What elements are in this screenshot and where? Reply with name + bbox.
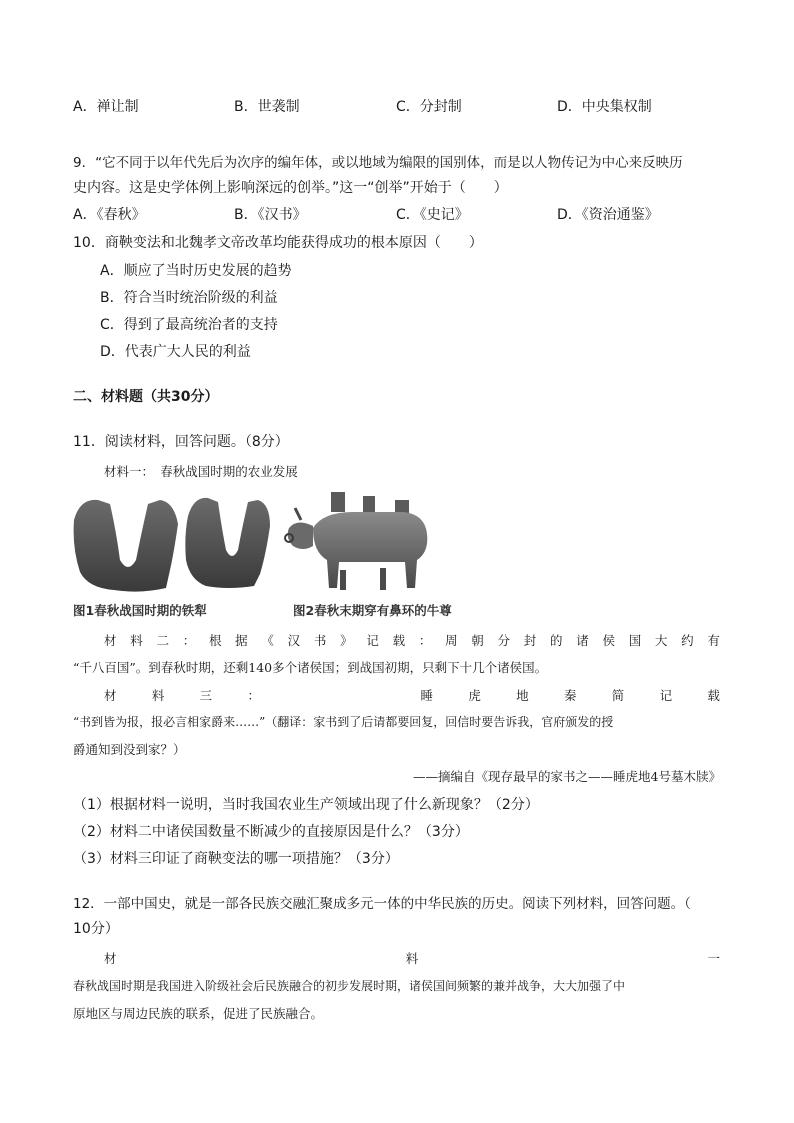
fig2-caption: 图2春秋末期穿有鼻环的牛尊 — [293, 603, 452, 618]
section-title: 二、材料题（共30分） — [73, 389, 219, 405]
q9-stem-line1: 9．“它不同于以年代先后为次序的编年体，或以地域为编限的国别体，而是以人物传记为中心来反映历 — [73, 155, 683, 171]
q12-material1-label: 材 料 一 — [104, 951, 720, 966]
q11-question-2: （2）材料二中诸侯国数量不断减少的直接原因是什么？（3分） — [73, 824, 469, 840]
q12-material1-line3: 原地区与周边民族的联系，促进了民族融合。 — [73, 1006, 324, 1021]
iron-plough-image — [70, 490, 275, 595]
q12-stem-line2: 10分） — [73, 921, 119, 937]
material3-source: ——摘编自《现存最早的家书之——睡虎地4号墓木牍》 — [413, 769, 721, 784]
q9-option-b: B．《汉书》 — [234, 207, 307, 223]
q10-option-a: A．顺应了当时历史发展的趋势 — [100, 263, 292, 279]
q8-option-c: C．分封制 — [396, 99, 462, 115]
q11-stem: 11．阅读材料，回答问题。（8分） — [73, 434, 289, 450]
material3-line2: “书到皆为报，报必言相家爵来……”（翻译：家书到了后请都要回复，回信时要告诉我，官府颁发的授 — [73, 715, 614, 729]
material1-title: 材料一： 春秋战国时期的农业发展 — [104, 464, 298, 479]
fig1-caption: 图1春秋战国时期的铁犁 — [73, 603, 207, 618]
q11-question-3: （3）材料三印证了商鞅变法的哪一项措施？（3分） — [73, 851, 399, 867]
q9-option-a: A．《春秋》 — [73, 207, 146, 223]
q8-option-a: A．禅让制 — [73, 99, 139, 115]
q9-option-d: D．《资治通鉴》 — [557, 207, 659, 223]
q11-question-1: （1）根据材料一说明，当时我国农业生产领域出现了什么新现象？（2分） — [73, 797, 539, 813]
material2-line1: 材 料 二 ： 根 据 《 汉 书 》 记 载 ： 周 朝 分 封 的 诸 侯 国 大 约 有 — [104, 633, 720, 648]
material3-line1: 材 料 三 ： 睡 虎 地 秦 简 记 载 — [104, 688, 720, 703]
bronze-ox-image — [283, 490, 433, 595]
q9-option-c: C．《史记》 — [396, 207, 469, 223]
q8-option-d: D．中央集权制 — [557, 99, 652, 115]
q10-option-d: D．代表广大人民的利益 — [100, 344, 251, 360]
q10-option-c: C．得到了最高统治者的支持 — [100, 317, 278, 333]
q10-stem: 10．商鞅变法和北魏孝文帝改革均能获得成功的根本原因（ ） — [73, 235, 483, 251]
material3-line3: 爵通知到没到家？） — [73, 742, 186, 757]
material2-line2: “千八百国”。到春秋时期，还剩140多个诸侯国；到战国初期，只剩下十几个诸侯国。 — [73, 660, 548, 675]
q12-stem-line1: 12．一部中国史，就是一部各民族交融汇聚成多元一体的中华民族的历史。阅读下列材料，回答问题。（ — [73, 896, 691, 912]
q9-stem-line2: 史内容。这是史学体例上影响深远的创举。”这一“创举”开始于（ ） — [73, 180, 508, 196]
q10-option-b: B．符合当时统治阶级的利益 — [100, 290, 278, 306]
q8-option-b: B．世袭制 — [234, 99, 300, 115]
q12-material1-line2: 春秋战国时期是我国进入阶级社会后民族融合的初步发展时期，诸侯国间频繁的兼并战争，大大加强了中 — [73, 979, 626, 993]
